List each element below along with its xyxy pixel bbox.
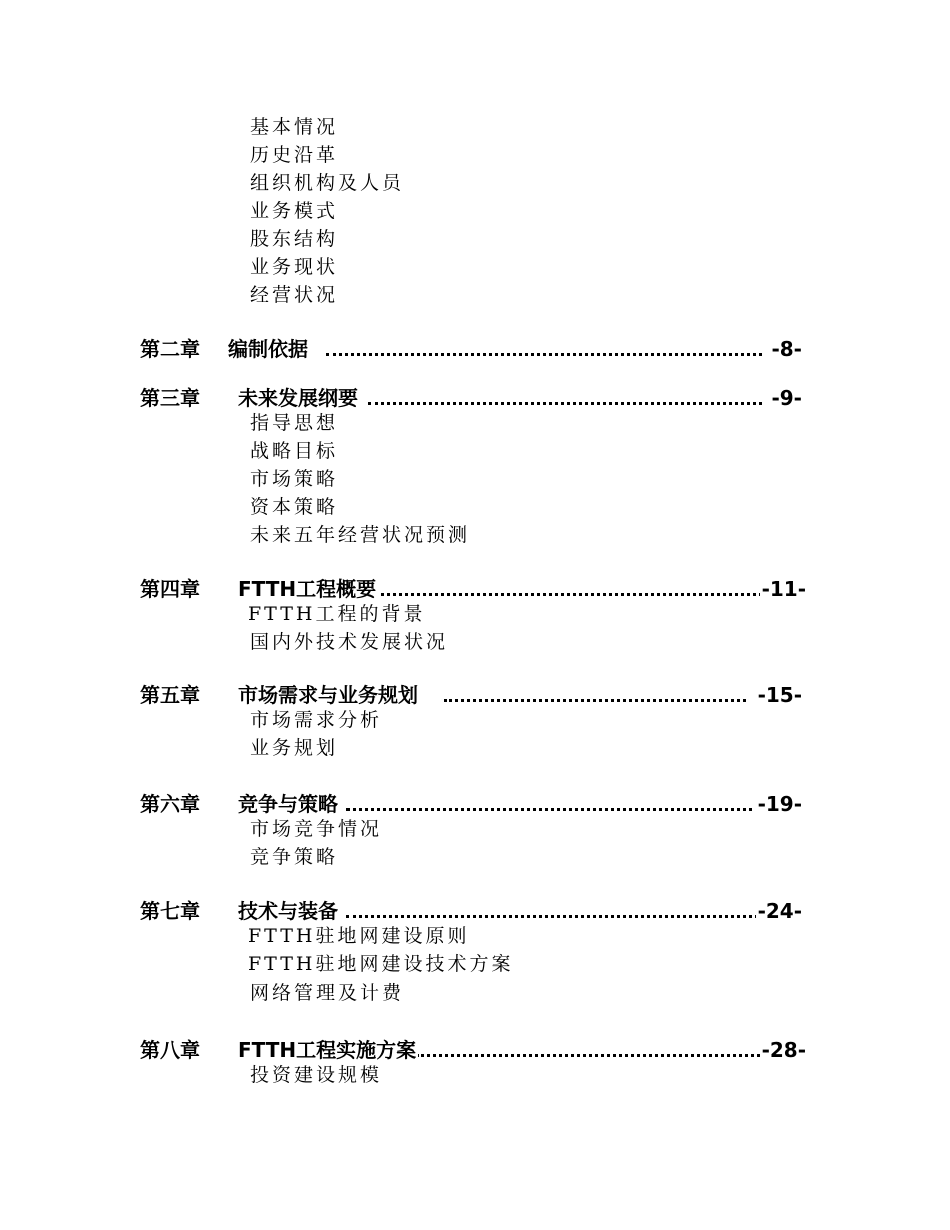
toc-subitem: FTTH驻地网建设原则 bbox=[248, 925, 470, 947]
chapter-page-number: -15- bbox=[757, 683, 802, 707]
toc-chapter-3 bbox=[140, 385, 802, 411]
chapter-number: 第六章 bbox=[140, 792, 200, 816]
toc-chapter-6 bbox=[140, 791, 802, 817]
chapter-number: 第二章 bbox=[140, 337, 200, 361]
chapter-title: 竞争与策略 bbox=[238, 792, 338, 816]
toc-subitem: 基本情况 bbox=[250, 116, 339, 138]
toc-chapter-4 bbox=[140, 576, 806, 602]
dot-leader bbox=[368, 402, 762, 405]
toc-chapter-5 bbox=[140, 682, 802, 708]
toc-subitem: 历史沿革 bbox=[250, 144, 339, 166]
chapter-page-number: -8- bbox=[771, 337, 802, 361]
chapter-number: 第七章 bbox=[140, 899, 200, 923]
toc-chapter-2 bbox=[140, 336, 802, 362]
toc-subitem: 网络管理及计费 bbox=[250, 982, 405, 1004]
toc-subitem: 经营状况 bbox=[250, 284, 339, 306]
toc-subitem: 市场策略 bbox=[250, 468, 339, 490]
toc-subitem: 组织机构及人员 bbox=[250, 172, 405, 194]
chapter-title: 编制依据 bbox=[228, 337, 308, 361]
toc-subitem: 竞争策略 bbox=[250, 846, 339, 868]
toc-subitem: 指导思想 bbox=[250, 412, 339, 434]
chapter-page-number: -28- bbox=[761, 1038, 806, 1062]
toc-subitem: 战略目标 bbox=[250, 440, 339, 462]
toc-subitem: 业务现状 bbox=[250, 256, 339, 278]
chapter-number: 第三章 bbox=[140, 386, 200, 410]
dot-leader bbox=[416, 1054, 760, 1057]
toc-subitem: 业务模式 bbox=[250, 200, 339, 222]
toc-subitem: 业务规划 bbox=[250, 737, 339, 759]
chapter-title: 技术与装备 bbox=[238, 899, 338, 923]
chapter-page-number: -24- bbox=[757, 899, 802, 923]
toc-subitem: 市场竞争情况 bbox=[250, 818, 383, 840]
dot-leader bbox=[444, 699, 746, 702]
dot-leader bbox=[326, 353, 762, 356]
dot-leader bbox=[346, 808, 760, 811]
chapter-number: 第八章 bbox=[140, 1038, 200, 1062]
chapter-title: FTTH工程概要 bbox=[238, 577, 377, 601]
toc-subitem: 投资建设规模 bbox=[250, 1064, 383, 1086]
chapter-page-number: -9- bbox=[771, 386, 802, 410]
toc-subitem: 未来五年经营状况预测 bbox=[250, 524, 471, 546]
chapter-number: 第五章 bbox=[140, 683, 200, 707]
chapter-title: 未来发展纲要 bbox=[238, 386, 358, 410]
chapter-title: 市场需求与业务规划 bbox=[238, 683, 418, 707]
toc-subitem: 国内外技术发展状况 bbox=[250, 631, 449, 653]
chapter-number: 第四章 bbox=[140, 577, 200, 601]
toc-subitem: 市场需求分析 bbox=[250, 709, 383, 731]
chapter-title: FTTH工程实施方案 bbox=[238, 1038, 417, 1062]
toc-subitem: 股东结构 bbox=[250, 228, 339, 250]
toc-subitem: FTTH工程的背景 bbox=[248, 603, 426, 625]
toc-subitem: 资本策略 bbox=[250, 496, 339, 518]
toc-subitem: FTTH驻地网建设技术方案 bbox=[248, 953, 514, 975]
dot-leader bbox=[346, 915, 758, 918]
dot-leader bbox=[370, 593, 762, 596]
toc-chapter-8 bbox=[140, 1037, 806, 1063]
toc-chapter-7 bbox=[140, 898, 802, 924]
chapter-page-number: -11- bbox=[761, 577, 806, 601]
chapter-page-number: -19- bbox=[757, 792, 802, 816]
